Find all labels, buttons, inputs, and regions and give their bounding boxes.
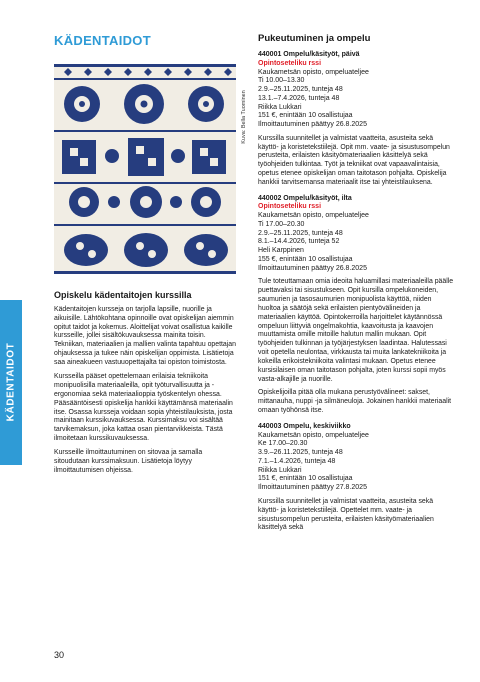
course-teacher: Riikka Lukkari [258, 103, 302, 111]
course-description: Tule toteuttamaan omia ideoita haluamillasi materiaaleilla päälle puettavaksi tai sisustukseen. Opit kursilla ompelukoneiden, saumurien ja tasosaumurien monipuolista käyttöä, niiden huoltoa ja säätöjä sekä erilaisten pientyövälineiden ja materiaalien käyttöä. Opintokerroilla harjoittelet käytännössä ompeluun liittyviä ongelmakohtia, kaavoitusta ja kaavojen muuttamista omille mitoille halutun mallin mukaan. Opit työohjeiden tulkinnan ja työjärjestyksen laadintaa. Halutessasi voit opetella neulontaa, virkkausta tai muita lankatekniikoita ja kokeilla erikoistekniikoita valintasi mukaan. Opetus etenee kursisilaisen oman taitotason pohjalta, joten kurssi sopii myös vasta-alkajille ja nuorille. [258, 278, 454, 383]
course-dates-spring: 8.1.–14.4.2026, tunteja 52 [258, 238, 340, 246]
course-deadline: Ilmoittautuminen päättyy 27.8.2025 [258, 484, 367, 492]
course-price: 155 €, enintään 10 osallistujaa [258, 255, 353, 263]
courses-column [258, 33, 454, 540]
course-price: 151 €, enintään 10 osallistujaa [258, 475, 353, 483]
course-title: 440001 Ompelu/käsityöt, päivä [258, 51, 360, 58]
course-teacher: Heli Karppinen [258, 247, 304, 255]
course-440001 [258, 51, 454, 188]
course-description: Kurssilla suunnitellet ja valmistat vaatteita, asusteita sekä käyttö- ja koristetekstiilejä. Opettelet mm. vaate- ja sisustusompelun perusteita, erilaisten käsityömateriaalien käsittelyä sekä [258, 497, 434, 532]
course-tag: Opintoseteliku rssi [258, 203, 322, 211]
intro-paragraph-3: Kursseille ilmoittautuminen on sitovaa ja samalla sitoudutaan kurssimaksuun. Lisätietoja löytyy ilmoittautumisen ohjeissa. [54, 449, 203, 475]
course-time: Ke 17.00–20.30 [258, 440, 308, 448]
course-title: 440002 Ompelu/käsityöt, ilta [258, 194, 352, 202]
course-440002 [258, 195, 454, 416]
course-dates-spring: 13.1.–7.4.2026, tunteja 48 [258, 94, 340, 102]
side-section-tab [0, 300, 22, 465]
course-location: Kaukametsän opisto, ompeluateljee [258, 431, 369, 439]
course-description: Kurssilla suunnitellet ja valmistat vaatteita, asusteita sekä käyttö- ja koristetekstiilejä. Opit mm. vaate- ja sisustusompelun perusteita, erilaisten käsityömateriaalien käsittelyä sekä työohjeiden tulkintaa. Työt ja tekniikat ovat vapaavalintaisia, opetus etenee opiskelijan oman taitotason pohjalta. Opiskelija hankkii tarvitsemansa materiaalit itse tai yhteistilauksena. [258, 134, 450, 186]
course-location: Kaukametsän opisto, ompeluateljee [258, 68, 369, 76]
photo-credit [238, 72, 250, 162]
photo-credit-text: Kuva: Bella Tuominen [241, 90, 247, 144]
course-title: 440003 Ompelu, keskiviikko [258, 422, 351, 430]
course-time: Ti 10.00–13.30 [258, 77, 305, 85]
course-dates-spring: 7.1.–1.4.2026, tunteja 48 [258, 457, 336, 465]
side-tab-label: KÄDENTAIDOT [5, 342, 17, 422]
course-deadline: Ilmoittautuminen päättyy 26.8.2025 [258, 121, 367, 128]
course-price: 151 €, enintään 10 osallistujaa [258, 112, 353, 120]
course-deadline: Ilmoittautuminen päättyy 26.8.2025 [258, 264, 367, 272]
section-title: KÄDENTAIDOT [54, 33, 151, 48]
course-time: Ti 17.00–20.30 [258, 220, 305, 228]
intro-column [54, 290, 238, 481]
course-dates-autumn: 2.9.–25.11.2025, tunteja 48 [258, 229, 343, 237]
category-heading: Pukeutuminen ja ompelu [258, 33, 371, 44]
course-dates-autumn: 2.9.–25.11.2025, tunteja 48 [258, 86, 343, 93]
knit-pattern-image [54, 64, 236, 274]
course-location: Kaukametsän opisto, ompeluateljee [258, 212, 369, 220]
page-number: 30 [54, 650, 65, 660]
course-teacher: Riikka Lukkari [258, 466, 302, 474]
textile-pattern-photo [54, 64, 236, 274]
course-description-extra: Opiskelijoilla pitää olla mukana perustyövälineet: sakset, mittanauha, nuppi -ja silmäneuloja. Jokainen hankkii materiaalit omaan työhönsä itse. [258, 389, 452, 415]
intro-heading: Opiskelu kädentaitojen kurssilla [54, 290, 192, 300]
intro-paragraph-1: Kädentaitojen kursseja on tarjolla lapsille, nuorille ja aikuisille. Lähtökohtana opinnoille ovat opiskelijan aiemmin opitut taidot ja kokemus. Aloittelijat voivat osallistua kaikille kursseille, jollei sisältökuvauksessa mainita toisin. Tekniikan, materiaalien ja mallien valinta tapahtuu opettajan ohjauksessa ja tukee näin opiskelijan oppimista. Lisätietoja saa aineakueen vastuuopettajalta tai opiston toimistosta. [54, 306, 236, 366]
course-dates-autumn: 3.9.–26.11.2025, tunteja 48 [258, 449, 343, 457]
course-440003 [258, 423, 454, 533]
intro-paragraph-2: Kursseilla pääset opettelemaan erilaisia tekniikoita monipuolisilla materiaaleilla, opit työturvallisuutta ja -ergonomiaa sekä materiaalioppia työskentelyn ohessa. Pääsääntöisesti opiskelija hankkii käyttämänsä materiaalin itse. Osassa kursseja voidaan sopia yhteistilauksista, josta mainitaan kurssikuvauksessa. Kurssimaksu voi sisältää tarvikemaksun, joka kattaa osan pientarvikkeista. Tästä ilmoitetaan kurssikuvauksessa. [54, 373, 233, 443]
course-tag: Opintoseteliku rssi [258, 59, 322, 67]
